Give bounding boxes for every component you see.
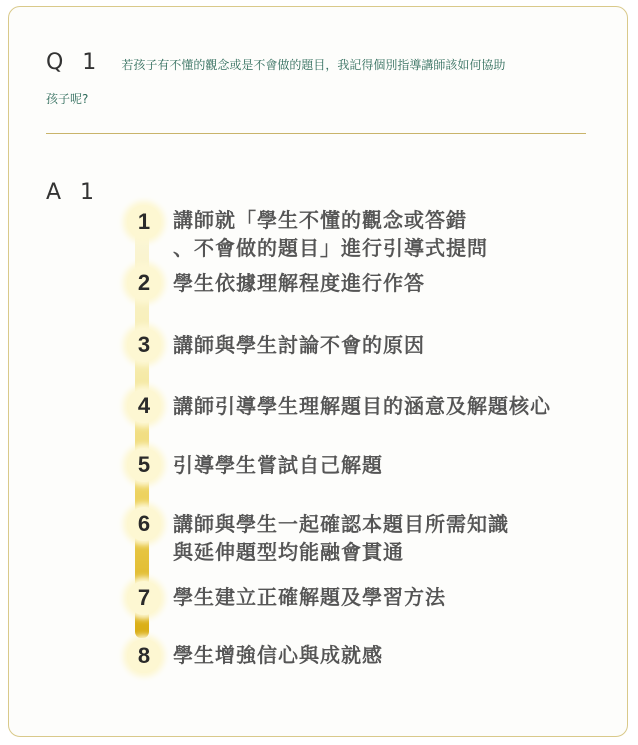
step-text-6a: 講師與學生一起確認本題目所需知識 <box>173 512 509 536</box>
question-label: Q 1 <box>46 50 103 75</box>
step-number-8: 8 <box>127 639 161 673</box>
step-number-2: 2 <box>127 266 161 300</box>
step-text-7: 學生建立正確解題及學習方法 <box>173 585 446 609</box>
step-text-8: 學生增強信心與成就感 <box>173 643 383 667</box>
question-text-line2: 孩子呢? <box>46 92 89 106</box>
step-number-5: 5 <box>127 448 161 482</box>
step-text-4: 講師引導學生理解題目的涵意及解題核心 <box>173 394 551 418</box>
step-text-5: 引導學生嘗試自己解題 <box>173 453 383 477</box>
step-text-2: 學生依據理解程度進行作答 <box>173 271 425 295</box>
step-text-1b: 、不會做的題目」進行引導式提問 <box>173 236 488 260</box>
step-number-3: 3 <box>127 328 161 362</box>
answer-label: A 1 <box>46 180 101 205</box>
step-number-4: 4 <box>127 389 161 423</box>
step-number-7: 7 <box>127 581 161 615</box>
step-number-6: 6 <box>127 507 161 541</box>
step-text-1a: 講師就「學生不懂的觀念或答錯 <box>173 208 467 232</box>
question-text-line1: 若孩子有不懂的觀念或是不會做的題目，我記得個別指導講師該如何協助 <box>121 58 506 72</box>
step-number-1: 1 <box>127 205 161 239</box>
step-text-3: 講師與學生討論不會的原因 <box>173 333 425 357</box>
step-text-6b: 與延伸題型均能融會貫通 <box>173 540 404 564</box>
